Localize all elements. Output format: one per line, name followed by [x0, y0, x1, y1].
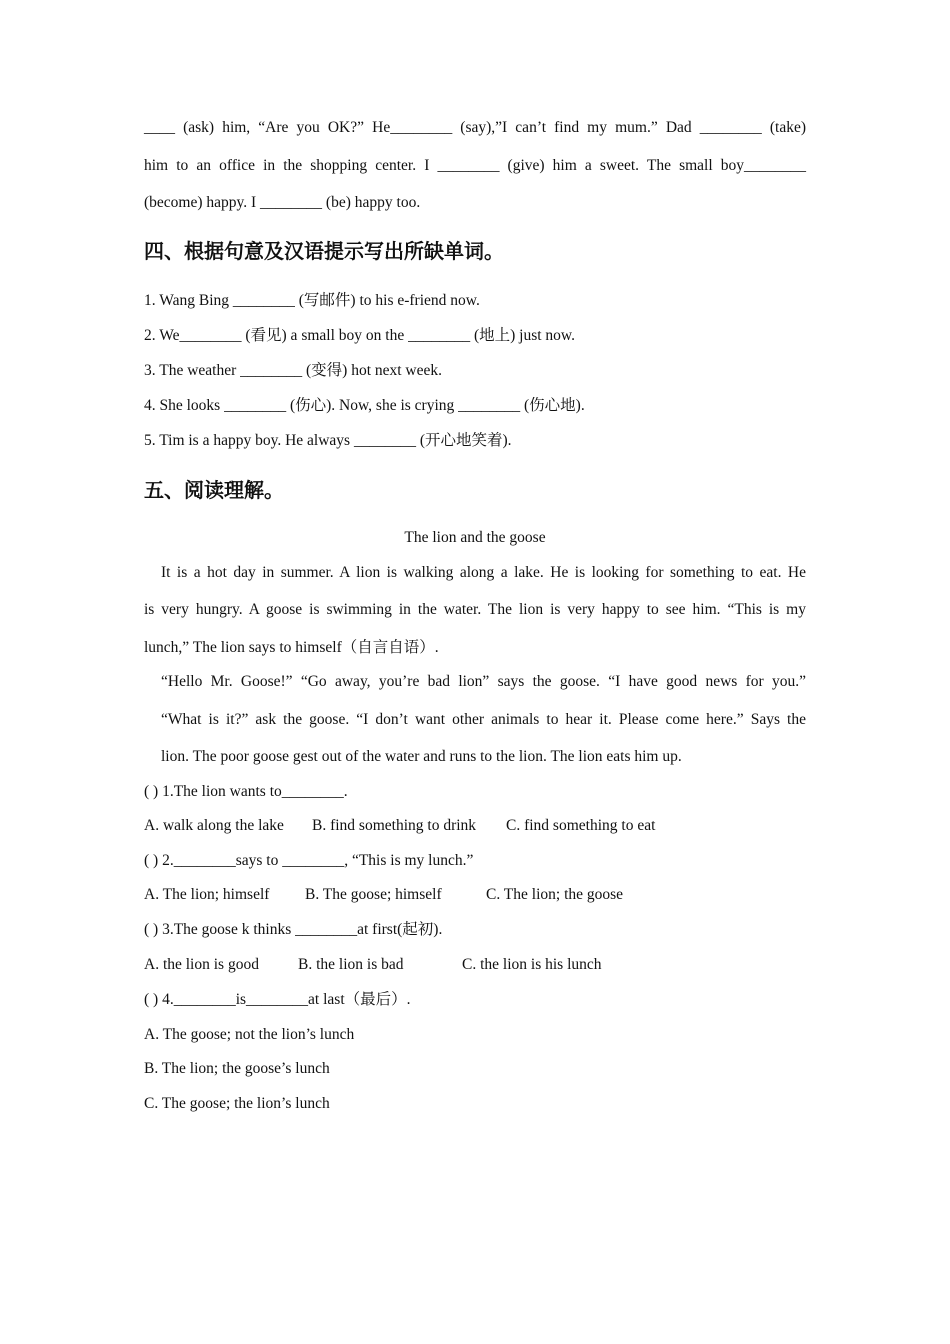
question-4-option-c: C. The goose; the lion’s lunch — [144, 1095, 330, 1112]
question-4-option-b: B. The lion; the goose’s lunch — [144, 1060, 330, 1077]
question-2-stem: ( ) 2.________says to ________, “This is my lunch.” — [144, 852, 474, 869]
question-4-stem: ( ) 4.________is________at last（最后）. — [144, 991, 411, 1008]
section-4-item-2: 2. We________ (看见) a small boy on the ________ (地上) just now. — [144, 327, 575, 344]
story-p2-line-3: lion. The poor goose gest out of the water and runs to the lion. The lion eats him up. — [161, 748, 682, 765]
section-4-item-4: 4. She looks ________ (伤心). Now, she is crying ________ (伤心地). — [144, 397, 585, 414]
section-5-heading: 五、阅读理解。 — [144, 478, 284, 502]
passage-line-1: ____ (ask) him, “Are you OK?” He________ (say),”I can’t find my mum.” Dad ________ (take) — [144, 119, 806, 136]
question-2-option-b: B. The goose; himself — [305, 886, 442, 903]
question-2-option-a: A. The lion; himself — [144, 886, 270, 903]
story-p1-line-2: is very hungry. A goose is swimming in the water. The lion is very happy to see him. “This is my — [144, 601, 806, 618]
passage-line-2: him to an office in the shopping center. I ________ (give) him a sweet. The small boy________ — [144, 157, 806, 174]
story-p1-line-3: lunch,” The lion says to himself（自言自语）. — [144, 639, 439, 656]
question-1-option-c: C. find something to eat — [506, 817, 656, 834]
question-1-option-a: A. walk along the lake — [144, 817, 284, 834]
question-3-option-b: B. the lion is bad — [298, 956, 404, 973]
question-1-option-b: B. find something to drink — [312, 817, 477, 834]
question-3-option-c: C. the lion is his lunch — [462, 956, 602, 973]
question-3-stem: ( ) 3.The goose k thinks ________at first(起初). — [144, 921, 443, 938]
section-4-heading: 四、根据句意及汉语提示写出所缺单词。 — [144, 239, 504, 263]
question-3-option-a: A. the lion is good — [144, 956, 259, 973]
question-4-option-a: A. The goose; not the lion’s lunch — [144, 1026, 355, 1043]
section-4-item-5: 5. Tim is a happy boy. He always ________ (开心地笑着). — [144, 432, 512, 449]
passage-line-3: (become) happy. I ________ (be) happy too. — [144, 194, 421, 211]
story-p2-line-1: “Hello Mr. Goose!” “Go away, you’re bad lion” says the goose. “I have good news for you.” — [161, 673, 806, 690]
story-title: The lion and the goose — [404, 529, 546, 546]
story-p2-line-2: “What is it?” ask the goose. “I don’t want other animals to hear it. Please come here.” Says the — [161, 711, 806, 728]
section-4-item-3: 3. The weather ________ (变得) hot next week. — [144, 362, 443, 379]
question-1-stem: ( ) 1.The lion wants to________. — [144, 783, 348, 800]
section-4-item-1: 1. Wang Bing ________ (写邮件) to his e-friend now. — [144, 292, 480, 309]
question-2-option-c: C. The lion; the goose — [486, 886, 624, 903]
story-p1-line-1: It is a hot day in summer. A lion is walking along a lake. He is looking for something to eat. He — [161, 564, 806, 581]
